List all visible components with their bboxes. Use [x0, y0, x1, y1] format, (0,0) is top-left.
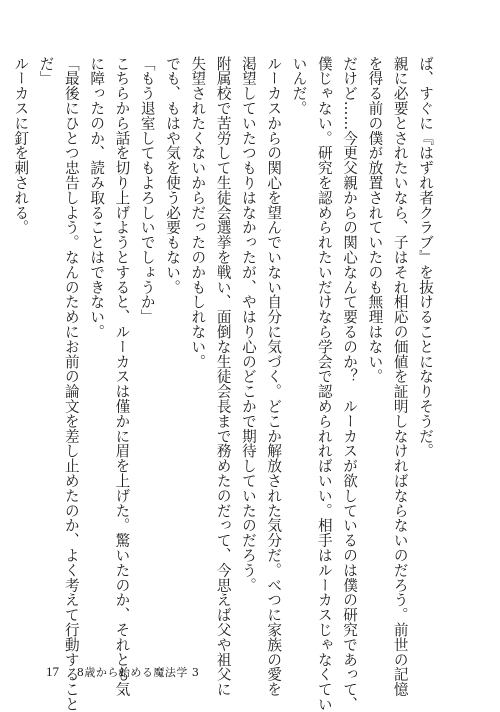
text-line: ば、すぐに『はずれ者クラブ』を抜けることになりそうだ。 [417, 56, 434, 459]
text-line: 附属校で苦労して生徒会選挙を戦い、面倒な生徒会長まで務めたのだって、今思えば父や祖父に [214, 56, 232, 697]
text-line: 僕じゃない。研究を認められたいだけなら学会で認められればいい。相手はルーカスじゃなくてい [315, 56, 333, 712]
text-line: ルーカスからの関心を望んでいない自分に気づく。どこか解放された気分だ。べつに家族の愛を [265, 56, 283, 697]
text-line: 渇望していたつもりはなかったが、やはり心のどこかで期待していたのだろう。 [239, 56, 257, 593]
text-line: 「最後にひとつ忠告しよう。なんのためにお前の論文を差し止めたのか、よく考えて行動すること [62, 56, 80, 712]
text-line: だ」 [37, 56, 55, 86]
page-footer [46, 664, 199, 681]
text-line: 失望されたくないからだったのかもしれない。 [189, 56, 207, 369]
text-line: でも、もはや気を使う必要もない。 [164, 56, 182, 295]
text-line: こちらから話を切り上げようとすると、ルーカスは僅かに眉を上げた。驚いたのか、それとも気 [113, 56, 131, 697]
running-head: 8歳から始める魔法学 3 [76, 666, 200, 679]
page-number: 17 [46, 664, 59, 679]
text-line: いんだ。 [290, 56, 308, 116]
text-line: 親に必要とされたいなら、子はそれ相応の価値を証明しなければならないのだろう。前世の記憶 [391, 56, 409, 697]
text-line: 「もう退室してもよろしいでしょうか」 [138, 56, 156, 325]
text-line: ルーカスに釘を刺される。 [12, 56, 30, 235]
text-line: に障ったのか、読み取ることはできない。 [88, 56, 106, 340]
text-line: だけど……今更父親からの関心なんて要るのか？ ルーカスが欲しているのは僕の研究であって、 [341, 56, 359, 712]
text-line: を得る前の僕が放置されていたのも無理はない。 [366, 56, 384, 384]
